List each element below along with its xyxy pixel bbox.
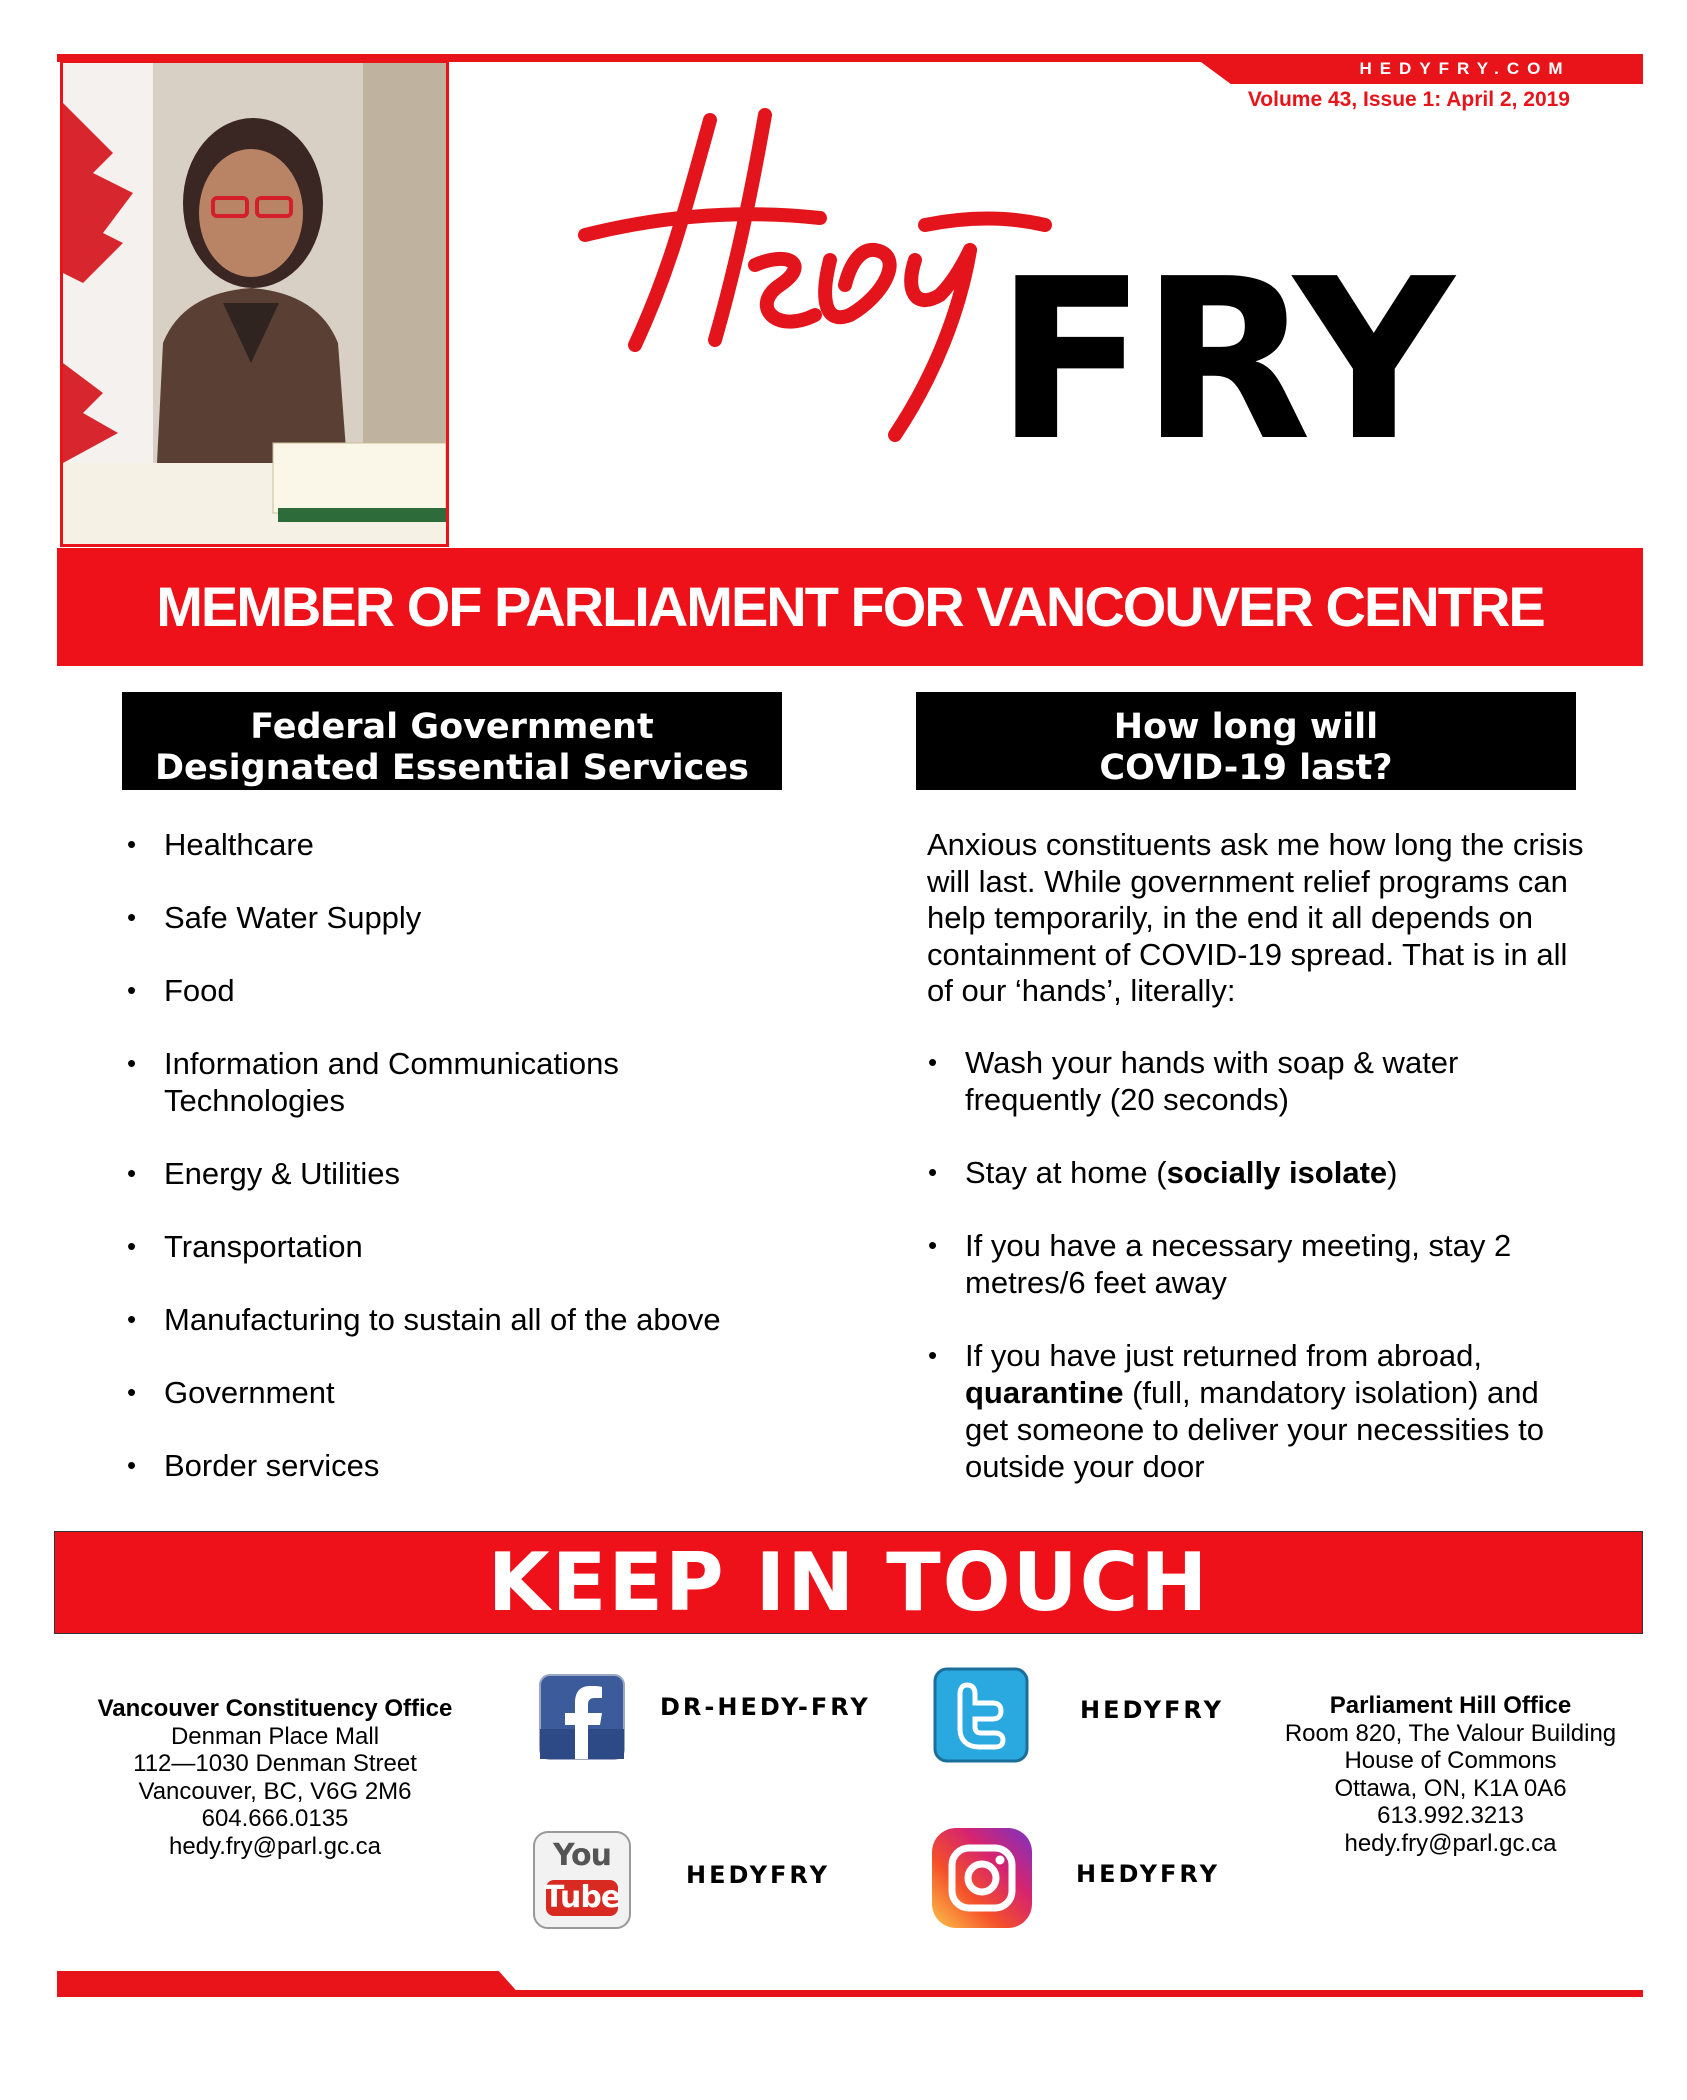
parliament-office [1268, 1692, 1633, 1857]
office-title: Parliament Hill Office [1329, 1692, 1572, 1719]
facebook-icon[interactable] [538, 1673, 626, 1761]
office-phone: 613.992.3213 [1377, 1802, 1524, 1829]
heading-line: Federal Government [250, 707, 654, 747]
youtube-icon[interactable] [532, 1830, 632, 1930]
issue-date: Volume 43, Issue 1: April 2, 2019 [1247, 88, 1570, 111]
fry-logo-text: FRY [995, 232, 1449, 490]
office-line: Room 820, The Valour Building [1284, 1719, 1617, 1747]
instagram-icon[interactable] [930, 1826, 1034, 1930]
site-url[interactable]: HEDYFRY.COM [1359, 59, 1571, 78]
vancouver-office [60, 1695, 490, 1860]
list-item [965, 1337, 1585, 1485]
item-text: Stay at home ( [965, 1155, 1167, 1190]
list-item [965, 1154, 1585, 1191]
banner-title: MEMBER OF PARLIAMENT FOR VANCOUVER CENTRE [156, 575, 1544, 638]
covid-advice-list [965, 1044, 1585, 1521]
list-item: • Border services [164, 1447, 824, 1484]
heading-line: COVID-19 last? [1099, 748, 1393, 788]
covid-heading [916, 692, 1576, 790]
instagram-handle[interactable]: HEDYFRY [1076, 1860, 1220, 1888]
essential-services-list [164, 826, 824, 1520]
keep-in-touch-title: KEEP IN TOUCH [487, 1536, 1210, 1629]
item-text: If you have just returned from abroad, [965, 1338, 1482, 1373]
office-title: Vancouver Constituency Office [97, 1695, 453, 1722]
list-item: • Safe Water Supply [164, 899, 824, 936]
twitter-handle[interactable]: HEDYFRY [1080, 1696, 1224, 1724]
office-line: Denman Place Mall [170, 1722, 380, 1750]
item-bold: quarantine [965, 1375, 1124, 1410]
office-phone: 604.666.0135 [201, 1805, 349, 1832]
office-line: Vancouver, BC, V6G 2M6 [138, 1777, 412, 1805]
list-item: • Healthcare [164, 826, 824, 863]
item-text: (full, mandatory isolation) and get someone to deliver your necessities to outside your door [965, 1375, 1544, 1484]
list-item: • Transportation [164, 1228, 824, 1265]
list-item: • Government [164, 1374, 824, 1411]
office-email[interactable]: hedy.fry@parl.gc.ca [168, 1832, 381, 1860]
footer-rule [57, 1990, 1643, 1997]
list-item: • Manufacturing to sustain all of the above [164, 1301, 824, 1338]
youtube-icon-top: You [553, 1838, 611, 1873]
heading-line: Designated Essential Services [154, 748, 749, 788]
list-item: • Information and Communications Technologies [164, 1045, 824, 1119]
youtube-icon-bottom: Tube [543, 1880, 621, 1915]
facebook-handle[interactable]: DR-HEDY-FRY [660, 1693, 871, 1721]
item-text: ) [1387, 1155, 1398, 1190]
youtube-handle[interactable]: HEDYFRY [686, 1861, 830, 1889]
office-line: Ottawa, ON, K1A 0A6 [1334, 1774, 1567, 1802]
list-item: • Energy & Utilities [164, 1155, 824, 1192]
portrait-photo [60, 60, 449, 547]
heading-line: How long will [1113, 707, 1379, 747]
list-item: • If you have a necessary meeting, stay 2 metres/6 feet away [965, 1227, 1585, 1301]
office-line: 112—1030 Denman Street [133, 1750, 417, 1777]
office-line: House of Commons [1344, 1747, 1557, 1774]
list-item: • Wash your hands with soap & water frequently (20 seconds) [965, 1044, 1585, 1118]
twitter-icon[interactable] [933, 1667, 1029, 1763]
essential-services-heading [122, 692, 782, 790]
list-item: • Food [164, 972, 824, 1009]
covid-intro: Anxious constituents ask me how long the crisis will last. While government relief programs can help temporarily, in the end it all depends on containment of COVID-19 spread. That is in all of our ‘hands’, literally: [927, 827, 1584, 1008]
portrait-illustration [63, 63, 446, 544]
office-email[interactable]: hedy.fry@parl.gc.ca [1344, 1829, 1557, 1857]
item-bold: socially isolate [1166, 1155, 1388, 1190]
